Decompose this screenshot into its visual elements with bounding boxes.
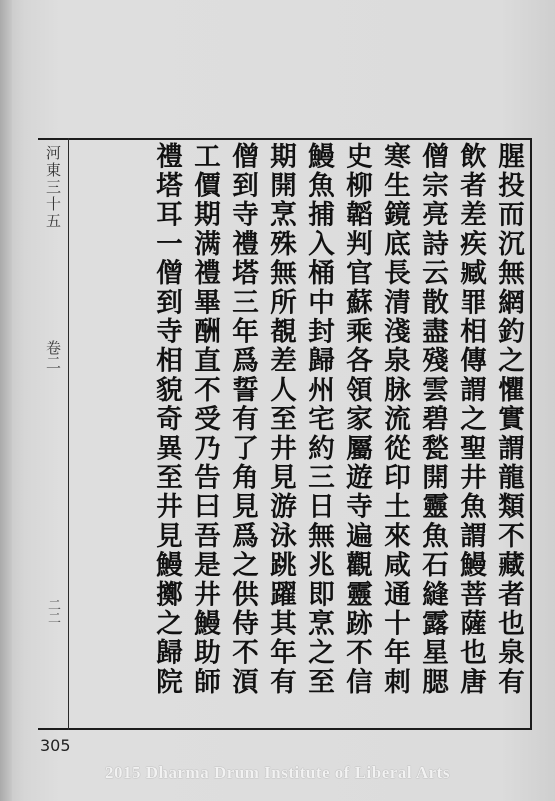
watermark: 2015 Dharma Drum Institute of Liberal Arts bbox=[105, 763, 450, 782]
text-column: 工價期满禮畢酬直不受乃告曰吾是井鰻助師 bbox=[189, 142, 220, 697]
text-column: 僧宗亮詩云散盡殘雲碧甃開靈魚石縫露星腮 bbox=[417, 142, 448, 697]
page-number: 305 bbox=[40, 736, 71, 755]
text-column: 期開烹殊無所覩差人至井見游泳跳躍其年有 bbox=[265, 142, 296, 697]
margin-chapter: 卷二 bbox=[44, 340, 62, 370]
text-column: 飲者差疾臧罪相傳謂之聖井魚謂鰻菩薩也唐 bbox=[455, 142, 486, 697]
book-binding-edge bbox=[0, 0, 12, 801]
text-column: 寒生鏡底長清淺泉脉流從印土來咸通十年刺 bbox=[379, 142, 410, 697]
text-column: 腥投而沉無網釣之懼實謂龍類不藏者也泉有 bbox=[493, 142, 524, 697]
margin-rule bbox=[68, 138, 69, 730]
text-column: 禮塔耳一僧到寺相貌奇異至井見鰻擲之歸院 bbox=[151, 142, 182, 697]
margin-header: 河東三十五 bbox=[44, 145, 62, 230]
text-column: 僧到寺禮塔三年爲誓有了角見爲之供侍不湏 bbox=[227, 142, 258, 697]
main-text bbox=[71, 142, 527, 727]
margin-leaf-number: 二二 bbox=[45, 598, 60, 624]
text-column: 史柳韜判官蘇乘各領家屬遊寺遍觀靈跡不信 bbox=[341, 142, 372, 697]
text-column: 鰻魚捕入桶中封歸州宅約三日無兆即烹之至 bbox=[303, 142, 334, 697]
